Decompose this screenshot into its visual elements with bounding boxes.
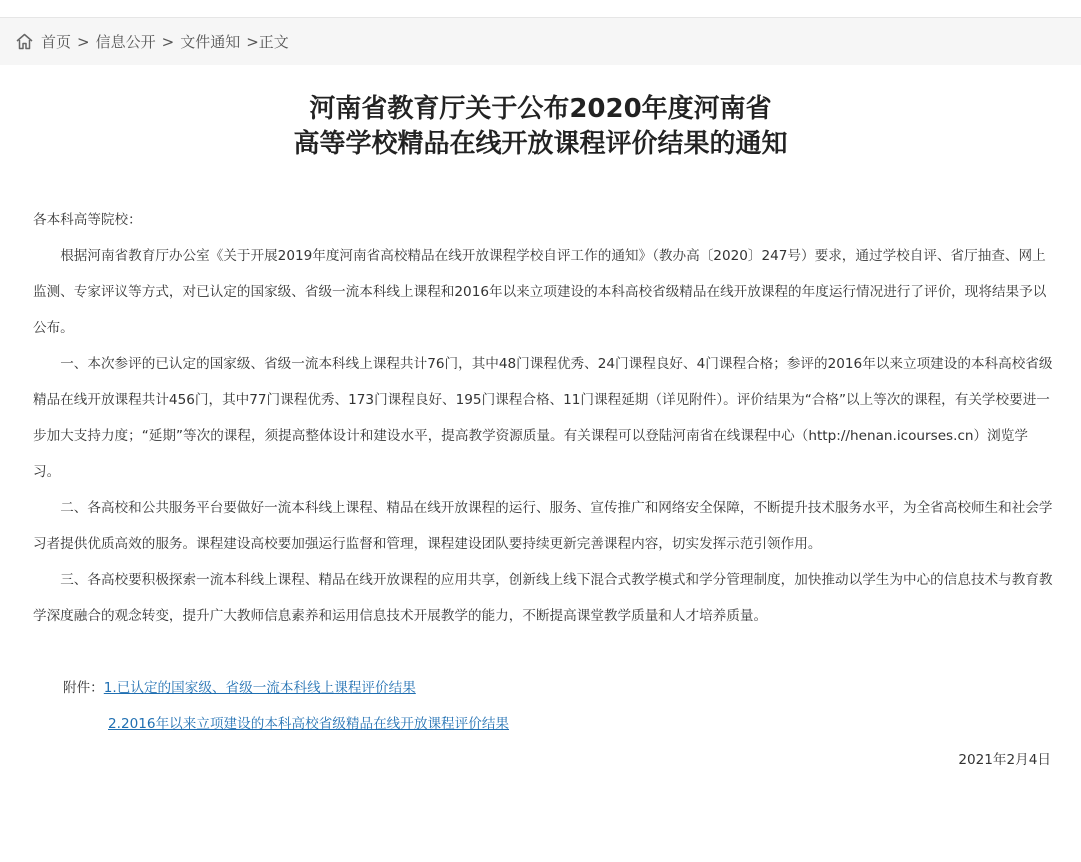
attachment-link-2[interactable]: 2.2016年以来立项建设的本科高校省级精品在线开放课程评价结果 [108,716,510,732]
breadcrumb-info-public-link[interactable]: 信息公开 [95,33,156,51]
attachment-link-1[interactable]: 1.已认定的国家级、省级一流本科线上课程评价结果 [103,680,416,696]
breadcrumb-current: >正文 [246,33,289,51]
attachment-row [63,706,509,742]
attachments [63,670,509,742]
paragraph-3: 三、各高校要积极探索一流本科线上课程、精品在线开放课程的应用共享，创新线上线下混合式教学模式和学分管理制度，加快推动以学生为中心的信息技术与教育教学深度融合的观念转变，提升广大教师信息素养和运用信息技术开展教学的能力，不断提高课堂教学质量和人才培养质量。 [33,572,1053,624]
article-title-line-1: 河南省教育厅关于公布2020年度河南省 [309,94,772,124]
paragraph-intro: 根据河南省教育厅办公室《关于开展2019年度河南省高校精品在线开放课程学校自评工作的通知》（教办高〔2020〕247号）要求，通过学校自评、省厅抽查、网上监测、专家评议等方式，对已认定的国家级、省级一流本科线上课程和2016年以来立项建设的本科高校省级精品在线开放课程的年度运行情况进行了评价，现将结果予以公布。 [33,248,1047,336]
article-body [33,202,1053,634]
attachment-row [63,670,509,706]
paragraph-1: 一、本次参评的已认定的国家级、省级一流本科线上课程共计76门，其中48门课程优秀、24门课程良好、4门课程合格；参评的2016年以来立项建设的本科高校省级精品在线开放课程共计456门，其中77门课程优秀、173门课程良好、195门课程合格、11门课程延期（详见附件）。评价结果为“合格”以上等次的课程，有关学校要进一步加大支持力度；“延期”等次的课程，须提高整体设计和建设水平，提高教学资源质量。有关课程可以登陆河南省在线课程中心（http://henan.icourses.cn）浏览学习。 [33,356,1053,480]
breadcrumb [0,18,1081,65]
breadcrumb-separator: > [161,32,175,51]
article-title [0,92,1081,162]
salutation: 各本科高等院校： [33,212,142,228]
breadcrumb-home-link[interactable]: 首页 [41,33,72,51]
breadcrumb-separator: > [77,32,90,51]
breadcrumb-notices-link[interactable]: 文件通知 [180,33,241,51]
article-title-line-2: 高等学校精品在线开放课程评价结果的通知 [293,129,788,159]
attachments-label: 附件： [63,680,104,696]
paragraph-2: 二、各高校和公共服务平台要做好一流本科线上课程、精品在线开放课程的运行、服务、宣传推广和网络安全保障，不断提升技术服务水平，为全省高校师生和社会学习者提供优质高效的服务。课程建设高校要加强运行监督和管理，课程建设团队要持续更新完善课程内容，切实发挥示范引领作用。 [33,500,1053,552]
publish-date: 2021年2月4日 [958,752,1051,768]
home-icon[interactable] [15,32,34,51]
